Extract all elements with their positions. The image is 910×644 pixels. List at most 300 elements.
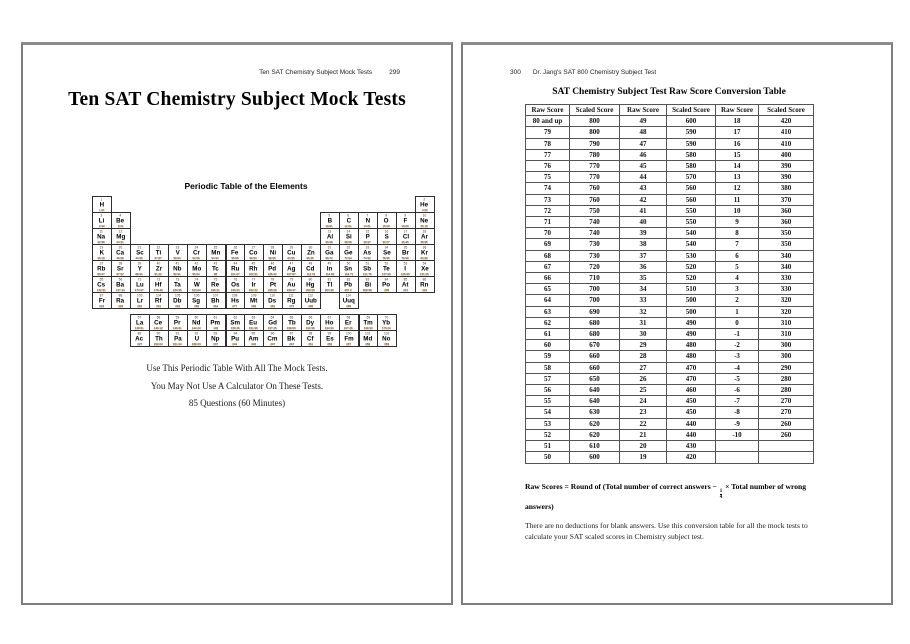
table-cell: 680 bbox=[570, 317, 620, 328]
table-row bbox=[526, 306, 814, 317]
table-cell: 340 bbox=[759, 261, 814, 272]
element-mass: 91.22 bbox=[154, 272, 163, 276]
table-cell: 38 bbox=[620, 239, 667, 250]
element-number: 48 bbox=[308, 261, 313, 266]
table-cell: 490 bbox=[667, 329, 716, 340]
table-cell: 40 bbox=[620, 217, 667, 228]
fraction-denominator: 4 bbox=[719, 495, 723, 501]
table-cell: 620 bbox=[570, 429, 620, 440]
element-number: 85 bbox=[403, 277, 408, 282]
element-cell-mg bbox=[111, 228, 131, 250]
element-mass: 150.36 bbox=[230, 326, 240, 330]
element-cell-cf bbox=[301, 330, 321, 347]
element-number: 108 bbox=[232, 293, 238, 298]
table-cell: 53 bbox=[526, 418, 570, 429]
table-cell: 320 bbox=[759, 306, 814, 317]
element-mass: 65.39 bbox=[306, 256, 315, 260]
element-cell-he bbox=[415, 196, 435, 218]
element-mass: 190.23 bbox=[230, 288, 240, 292]
element-cell-cs bbox=[92, 276, 112, 298]
element-number: 47 bbox=[289, 261, 294, 266]
table-cell: 44 bbox=[620, 172, 667, 183]
table-row bbox=[526, 228, 814, 239]
table-cell: 740 bbox=[570, 217, 620, 228]
table-cell: 74 bbox=[526, 183, 570, 194]
element-number: 50 bbox=[346, 261, 351, 266]
table-cell: 420 bbox=[759, 116, 814, 127]
element-symbol: Pt bbox=[269, 280, 276, 288]
element-cell-ar bbox=[415, 228, 435, 250]
table-cell: 700 bbox=[570, 284, 620, 295]
element-mass: 264 bbox=[213, 304, 218, 308]
element-symbol: Th bbox=[154, 334, 163, 342]
element-mass: 6.94 bbox=[98, 224, 105, 228]
element-cell-s bbox=[377, 228, 397, 250]
element-cell-u bbox=[187, 330, 207, 347]
element-mass: 54.94 bbox=[211, 256, 220, 260]
element-cell-f bbox=[396, 212, 416, 234]
column-header: Raw Score bbox=[620, 105, 667, 116]
element-mass: 232.04 bbox=[154, 342, 163, 346]
table-cell: 71 bbox=[526, 217, 570, 228]
table-cell: 330 bbox=[759, 284, 814, 295]
element-number: 8 bbox=[385, 213, 388, 218]
element-symbol: C bbox=[346, 216, 351, 224]
table-cell: 460 bbox=[667, 385, 716, 396]
table-cell: 65 bbox=[526, 284, 570, 295]
table-cell: 740 bbox=[570, 228, 620, 239]
table-cell: 76 bbox=[526, 161, 570, 172]
element-symbol: Tc bbox=[212, 264, 219, 272]
element-number: 32 bbox=[346, 245, 351, 250]
table-cell: 24 bbox=[620, 396, 667, 407]
element-number: 45 bbox=[251, 261, 256, 266]
table-cell: 390 bbox=[759, 161, 814, 172]
element-cell-v bbox=[168, 244, 188, 266]
element-mass: 144.24 bbox=[192, 326, 201, 330]
table-cell: 610 bbox=[570, 441, 620, 452]
element-symbol: U bbox=[194, 334, 199, 342]
element-number: 42 bbox=[194, 261, 199, 266]
table-cell: 67 bbox=[526, 261, 570, 272]
element-symbol: Al bbox=[326, 232, 333, 240]
table-row bbox=[526, 441, 814, 452]
element-symbol: Se bbox=[382, 248, 391, 256]
element-number: 30 bbox=[308, 245, 313, 250]
element-symbol: Cu bbox=[287, 248, 296, 256]
table-row bbox=[526, 183, 814, 194]
table-cell: 530 bbox=[667, 250, 716, 261]
element-number: 62 bbox=[233, 315, 237, 320]
element-mass: 39.95 bbox=[420, 240, 429, 244]
table-row bbox=[526, 161, 814, 172]
element-cell-po bbox=[377, 276, 397, 293]
element-number: 92 bbox=[194, 331, 199, 336]
element-mass: 237 bbox=[213, 342, 218, 346]
table-cell: 46 bbox=[620, 149, 667, 160]
table-row bbox=[526, 418, 814, 429]
element-symbol: Cr bbox=[193, 248, 200, 256]
element-mass: 95.94 bbox=[192, 272, 201, 276]
element-mass: 58.93 bbox=[249, 256, 258, 260]
element-number: 79 bbox=[289, 277, 294, 282]
element-cell-sm bbox=[225, 314, 245, 336]
table-cell: 440 bbox=[667, 418, 716, 429]
element-cell-ne bbox=[415, 212, 435, 234]
element-number: 2 bbox=[423, 197, 426, 202]
element-symbol: Rh bbox=[249, 264, 258, 272]
table-cell bbox=[759, 452, 814, 463]
page-number: 299 bbox=[389, 69, 400, 76]
element-number: 63 bbox=[251, 315, 256, 320]
element-number: 13 bbox=[327, 229, 332, 234]
element-number: 90 bbox=[156, 331, 161, 336]
conversion-table-body bbox=[526, 116, 814, 463]
table-cell: 64 bbox=[526, 295, 570, 306]
element-number: 73 bbox=[175, 277, 180, 282]
element-cell-o bbox=[377, 212, 397, 234]
element-number: 51 bbox=[365, 261, 370, 266]
table-cell: 360 bbox=[759, 205, 814, 216]
element-mass: 101.07 bbox=[230, 272, 240, 276]
element-symbol: He bbox=[420, 200, 429, 208]
element-number: 14 bbox=[346, 229, 351, 234]
table-cell: 75 bbox=[526, 172, 570, 183]
table-cell: 9 bbox=[716, 217, 759, 228]
column-header: Scaled Score bbox=[667, 105, 716, 116]
element-symbol: Cs bbox=[97, 280, 106, 288]
element-symbol: W bbox=[193, 280, 200, 288]
element-symbol: Ga bbox=[325, 248, 334, 256]
element-mass: 1.01 bbox=[98, 208, 105, 212]
element-number: 67 bbox=[327, 315, 332, 320]
page-number: 300 bbox=[510, 69, 521, 76]
table-cell: 41 bbox=[620, 205, 667, 216]
table-cell: 500 bbox=[667, 306, 716, 317]
table-cell: 520 bbox=[667, 273, 716, 284]
element-mass: 222 bbox=[422, 288, 427, 292]
left-running-head bbox=[23, 69, 451, 77]
element-cell-sr bbox=[111, 260, 131, 282]
element-mass: 32.07 bbox=[382, 240, 391, 244]
element-number: 20 bbox=[118, 245, 123, 250]
table-cell: 310 bbox=[759, 329, 814, 340]
element-symbol: Pu bbox=[231, 334, 239, 342]
periodic-table-main bbox=[92, 196, 434, 308]
element-mass: 266 bbox=[194, 304, 199, 308]
element-mass: 204.38 bbox=[325, 288, 334, 292]
table-cell: 55 bbox=[526, 396, 570, 407]
element-symbol: Hs bbox=[231, 296, 239, 304]
element-cell-pu bbox=[225, 330, 245, 347]
element-symbol: Sm bbox=[230, 318, 240, 326]
element-mass: 268 bbox=[251, 304, 256, 308]
table-row bbox=[526, 396, 814, 407]
table-cell: 13 bbox=[716, 172, 759, 183]
raw-score-formula bbox=[525, 481, 825, 513]
element-symbol: Mg bbox=[115, 232, 126, 240]
table-row bbox=[526, 138, 814, 149]
element-symbol: Zr bbox=[155, 264, 162, 272]
element-symbol: Pb bbox=[344, 280, 353, 288]
element-number: 35 bbox=[403, 245, 408, 250]
element-symbol: Eu bbox=[249, 318, 258, 326]
element-number: 80 bbox=[308, 277, 313, 282]
element-cell-ca bbox=[111, 244, 131, 266]
element-number: 77 bbox=[251, 277, 256, 282]
element-mass: 9.01 bbox=[117, 224, 124, 228]
right-book-page bbox=[461, 42, 893, 605]
element-symbol: Ir bbox=[251, 280, 256, 288]
element-cell-np bbox=[206, 330, 226, 347]
element-cell-mn bbox=[206, 244, 226, 266]
element-cell-br bbox=[396, 244, 416, 266]
element-cell-na bbox=[92, 228, 112, 250]
element-symbol: Cl bbox=[402, 232, 409, 240]
element-symbol: Lu bbox=[135, 280, 144, 288]
element-number: 1 bbox=[100, 197, 103, 202]
element-number: 91 bbox=[175, 331, 180, 336]
running-head-title: Dr. Jang's SAT 800 Chemistry Subject Test bbox=[532, 69, 657, 76]
element-mass: 69.72 bbox=[325, 256, 334, 260]
element-number: 59 bbox=[175, 315, 180, 320]
element-symbol: P bbox=[365, 232, 370, 240]
element-number: 68 bbox=[346, 315, 351, 320]
element-number: 82 bbox=[346, 277, 351, 282]
element-symbol: Kr bbox=[421, 248, 428, 256]
element-number: 87 bbox=[99, 293, 104, 298]
element-mass: 63.55 bbox=[287, 256, 296, 260]
element-mass: 58.69 bbox=[268, 256, 277, 260]
table-cell: 45 bbox=[620, 161, 667, 172]
element-symbol: Dy bbox=[306, 318, 315, 326]
element-mass: 114.82 bbox=[325, 272, 334, 276]
column-header: Raw Score bbox=[716, 105, 759, 116]
element-symbol: Pa bbox=[173, 334, 182, 342]
table-cell bbox=[759, 441, 814, 452]
element-number: 26 bbox=[233, 245, 237, 250]
element-number: 24 bbox=[194, 245, 199, 250]
element-mass: 83.80 bbox=[420, 256, 429, 260]
element-mass: 132.91 bbox=[97, 288, 106, 292]
element-mass: 102.91 bbox=[249, 272, 258, 276]
table-cell: 600 bbox=[570, 452, 620, 463]
element-number: 72 bbox=[156, 277, 161, 282]
element-mass: 88.91 bbox=[135, 272, 144, 276]
table-row bbox=[526, 261, 814, 272]
element-number: 96 bbox=[270, 331, 275, 336]
column-header: Scaled Score bbox=[570, 105, 620, 116]
element-number: 3 bbox=[100, 213, 103, 218]
element-number: 83 bbox=[365, 277, 370, 282]
table-row bbox=[526, 194, 814, 205]
element-cell-ds bbox=[263, 292, 283, 309]
table-row bbox=[526, 362, 814, 373]
table-row bbox=[526, 205, 814, 216]
element-symbol: At bbox=[402, 280, 409, 288]
table-cell: -3 bbox=[716, 351, 759, 362]
element-symbol: Ag bbox=[287, 264, 296, 272]
table-cell: 19 bbox=[620, 452, 667, 463]
table-cell: 72 bbox=[526, 205, 570, 216]
element-cell-au bbox=[282, 276, 302, 298]
element-mass: 226 bbox=[118, 304, 123, 308]
element-cell-cr bbox=[187, 244, 207, 266]
element-cell-mt bbox=[244, 292, 264, 309]
element-mass: 258 bbox=[365, 342, 371, 346]
element-symbol: Ti bbox=[155, 248, 162, 256]
element-mass: 277 bbox=[232, 304, 238, 308]
element-cell-th bbox=[149, 330, 169, 347]
table-cell: 340 bbox=[759, 250, 814, 261]
table-cell bbox=[716, 441, 759, 452]
element-cell-ti bbox=[149, 244, 169, 266]
element-mass: 285 bbox=[308, 304, 313, 308]
table-cell: 480 bbox=[667, 351, 716, 362]
book-title: Ten SAT Chemistry Subject Mock Tests bbox=[68, 89, 406, 110]
left-book-page bbox=[21, 42, 453, 605]
periodic-table-fblock bbox=[92, 314, 434, 346]
table-cell: -2 bbox=[716, 340, 759, 351]
element-number: 53 bbox=[403, 261, 408, 266]
element-mass: 22.99 bbox=[97, 240, 106, 244]
element-symbol: Cf bbox=[307, 334, 314, 342]
table-cell: 20 bbox=[620, 441, 667, 452]
element-cell-dy bbox=[301, 314, 321, 336]
element-number: 37 bbox=[99, 261, 104, 266]
element-symbol: Mn bbox=[210, 248, 221, 256]
element-symbol: Li bbox=[98, 216, 105, 224]
table-row bbox=[526, 217, 814, 228]
element-number: 33 bbox=[365, 245, 370, 250]
element-cell-si bbox=[339, 228, 359, 250]
formula-text-before: Raw Scores = Round of (Total number of correct answers − bbox=[525, 481, 719, 491]
element-symbol: Rb bbox=[97, 264, 106, 272]
element-mass: 158.93 bbox=[287, 326, 296, 330]
element-cell-ra bbox=[111, 292, 131, 309]
element-mass: 178.49 bbox=[154, 288, 163, 292]
element-number: 7 bbox=[366, 213, 369, 218]
element-symbol: Fe bbox=[231, 248, 239, 256]
element-mass: 186.21 bbox=[211, 288, 220, 292]
table-cell: -4 bbox=[716, 362, 759, 373]
element-cell-uub bbox=[301, 292, 321, 309]
table-cell: 760 bbox=[570, 194, 620, 205]
element-mass: 247 bbox=[270, 342, 275, 346]
element-cell-sb bbox=[358, 260, 378, 282]
table-cell: 720 bbox=[570, 261, 620, 272]
element-symbol: Md bbox=[363, 334, 373, 342]
element-symbol: Ge bbox=[344, 248, 353, 256]
conversion-table-title: SAT Chemistry Subject Test Raw Score Conversion Table bbox=[552, 87, 786, 97]
element-mass: 28.09 bbox=[344, 240, 353, 244]
element-number: 19 bbox=[99, 245, 104, 250]
element-symbol: Rn bbox=[420, 280, 429, 288]
element-symbol: Yb bbox=[382, 318, 391, 326]
table-cell: 410 bbox=[759, 138, 814, 149]
conversion-note: There are no deductions for blank answers. Use this conversion table for all the mock tests to calculate your SAT scaled scores in Chemistry subject test. bbox=[525, 521, 808, 542]
table-cell: 28 bbox=[620, 351, 667, 362]
element-symbol: In bbox=[326, 264, 333, 272]
element-symbol: Nd bbox=[192, 318, 201, 326]
element-symbol: Zn bbox=[306, 248, 315, 256]
element-cell-fr bbox=[92, 292, 112, 309]
element-symbol: Tl bbox=[326, 280, 333, 288]
element-mass: 35.45 bbox=[401, 240, 410, 244]
element-mass: 252 bbox=[327, 342, 332, 346]
element-number: 28 bbox=[270, 245, 275, 250]
table-cell bbox=[716, 452, 759, 463]
element-cell-es bbox=[320, 330, 340, 347]
mock-test-notes bbox=[23, 360, 451, 413]
table-cell: 580 bbox=[667, 161, 716, 172]
element-number: 4 bbox=[119, 213, 122, 218]
right-running-head bbox=[463, 69, 891, 77]
element-symbol: K bbox=[99, 248, 104, 256]
element-mass: 257 bbox=[346, 342, 351, 346]
element-cell-fe bbox=[225, 244, 245, 266]
element-symbol: Hg bbox=[306, 280, 315, 288]
element-mass: 16.00 bbox=[382, 224, 391, 228]
element-symbol: Ce bbox=[154, 318, 163, 326]
element-mass: 272 bbox=[289, 304, 294, 308]
table-cell: 760 bbox=[570, 183, 620, 194]
table-row bbox=[526, 116, 814, 127]
element-number: 75 bbox=[213, 277, 218, 282]
element-symbol: Bi bbox=[364, 280, 371, 288]
element-cell-fm bbox=[339, 330, 359, 347]
table-cell: 560 bbox=[667, 194, 716, 205]
table-cell: 700 bbox=[570, 295, 620, 306]
element-symbol: Er bbox=[345, 318, 352, 326]
table-cell: 66 bbox=[526, 273, 570, 284]
element-cell-xe bbox=[415, 260, 435, 282]
element-number: 103 bbox=[136, 293, 143, 298]
element-cell-ag bbox=[282, 260, 302, 282]
element-mass: 238.03 bbox=[192, 342, 201, 346]
table-row bbox=[526, 429, 814, 440]
table-cell: 17 bbox=[716, 127, 759, 138]
element-symbol: Cm bbox=[267, 334, 278, 342]
element-mass: 79.90 bbox=[401, 256, 410, 260]
element-cell-db bbox=[168, 292, 188, 309]
element-symbol: Au bbox=[287, 280, 296, 288]
table-cell: 280 bbox=[759, 373, 814, 384]
table-cell: 470 bbox=[667, 373, 716, 384]
table-cell: 36 bbox=[620, 261, 667, 272]
element-cell-la bbox=[130, 314, 150, 336]
table-row bbox=[526, 351, 814, 362]
element-mass: 183.84 bbox=[192, 288, 201, 292]
element-number: 38 bbox=[118, 261, 123, 266]
element-symbol: Cd bbox=[306, 264, 315, 272]
element-mass: 12.01 bbox=[344, 224, 353, 228]
element-symbol: F bbox=[403, 216, 408, 224]
element-number: 27 bbox=[251, 245, 256, 250]
element-symbol: Pr bbox=[174, 318, 181, 326]
note-line: You May Not Use A Calculator On These Tests. bbox=[150, 380, 324, 391]
element-number: 43 bbox=[213, 261, 218, 266]
element-number: 97 bbox=[289, 331, 294, 336]
table-cell: -8 bbox=[716, 407, 759, 418]
conversion-table-head bbox=[526, 105, 814, 116]
element-cell-te bbox=[377, 260, 397, 282]
element-symbol: Ru bbox=[230, 264, 240, 272]
table-cell: 690 bbox=[570, 306, 620, 317]
table-cell: 78 bbox=[526, 138, 570, 149]
element-number: 100 bbox=[345, 331, 352, 336]
table-cell: 3 bbox=[716, 284, 759, 295]
